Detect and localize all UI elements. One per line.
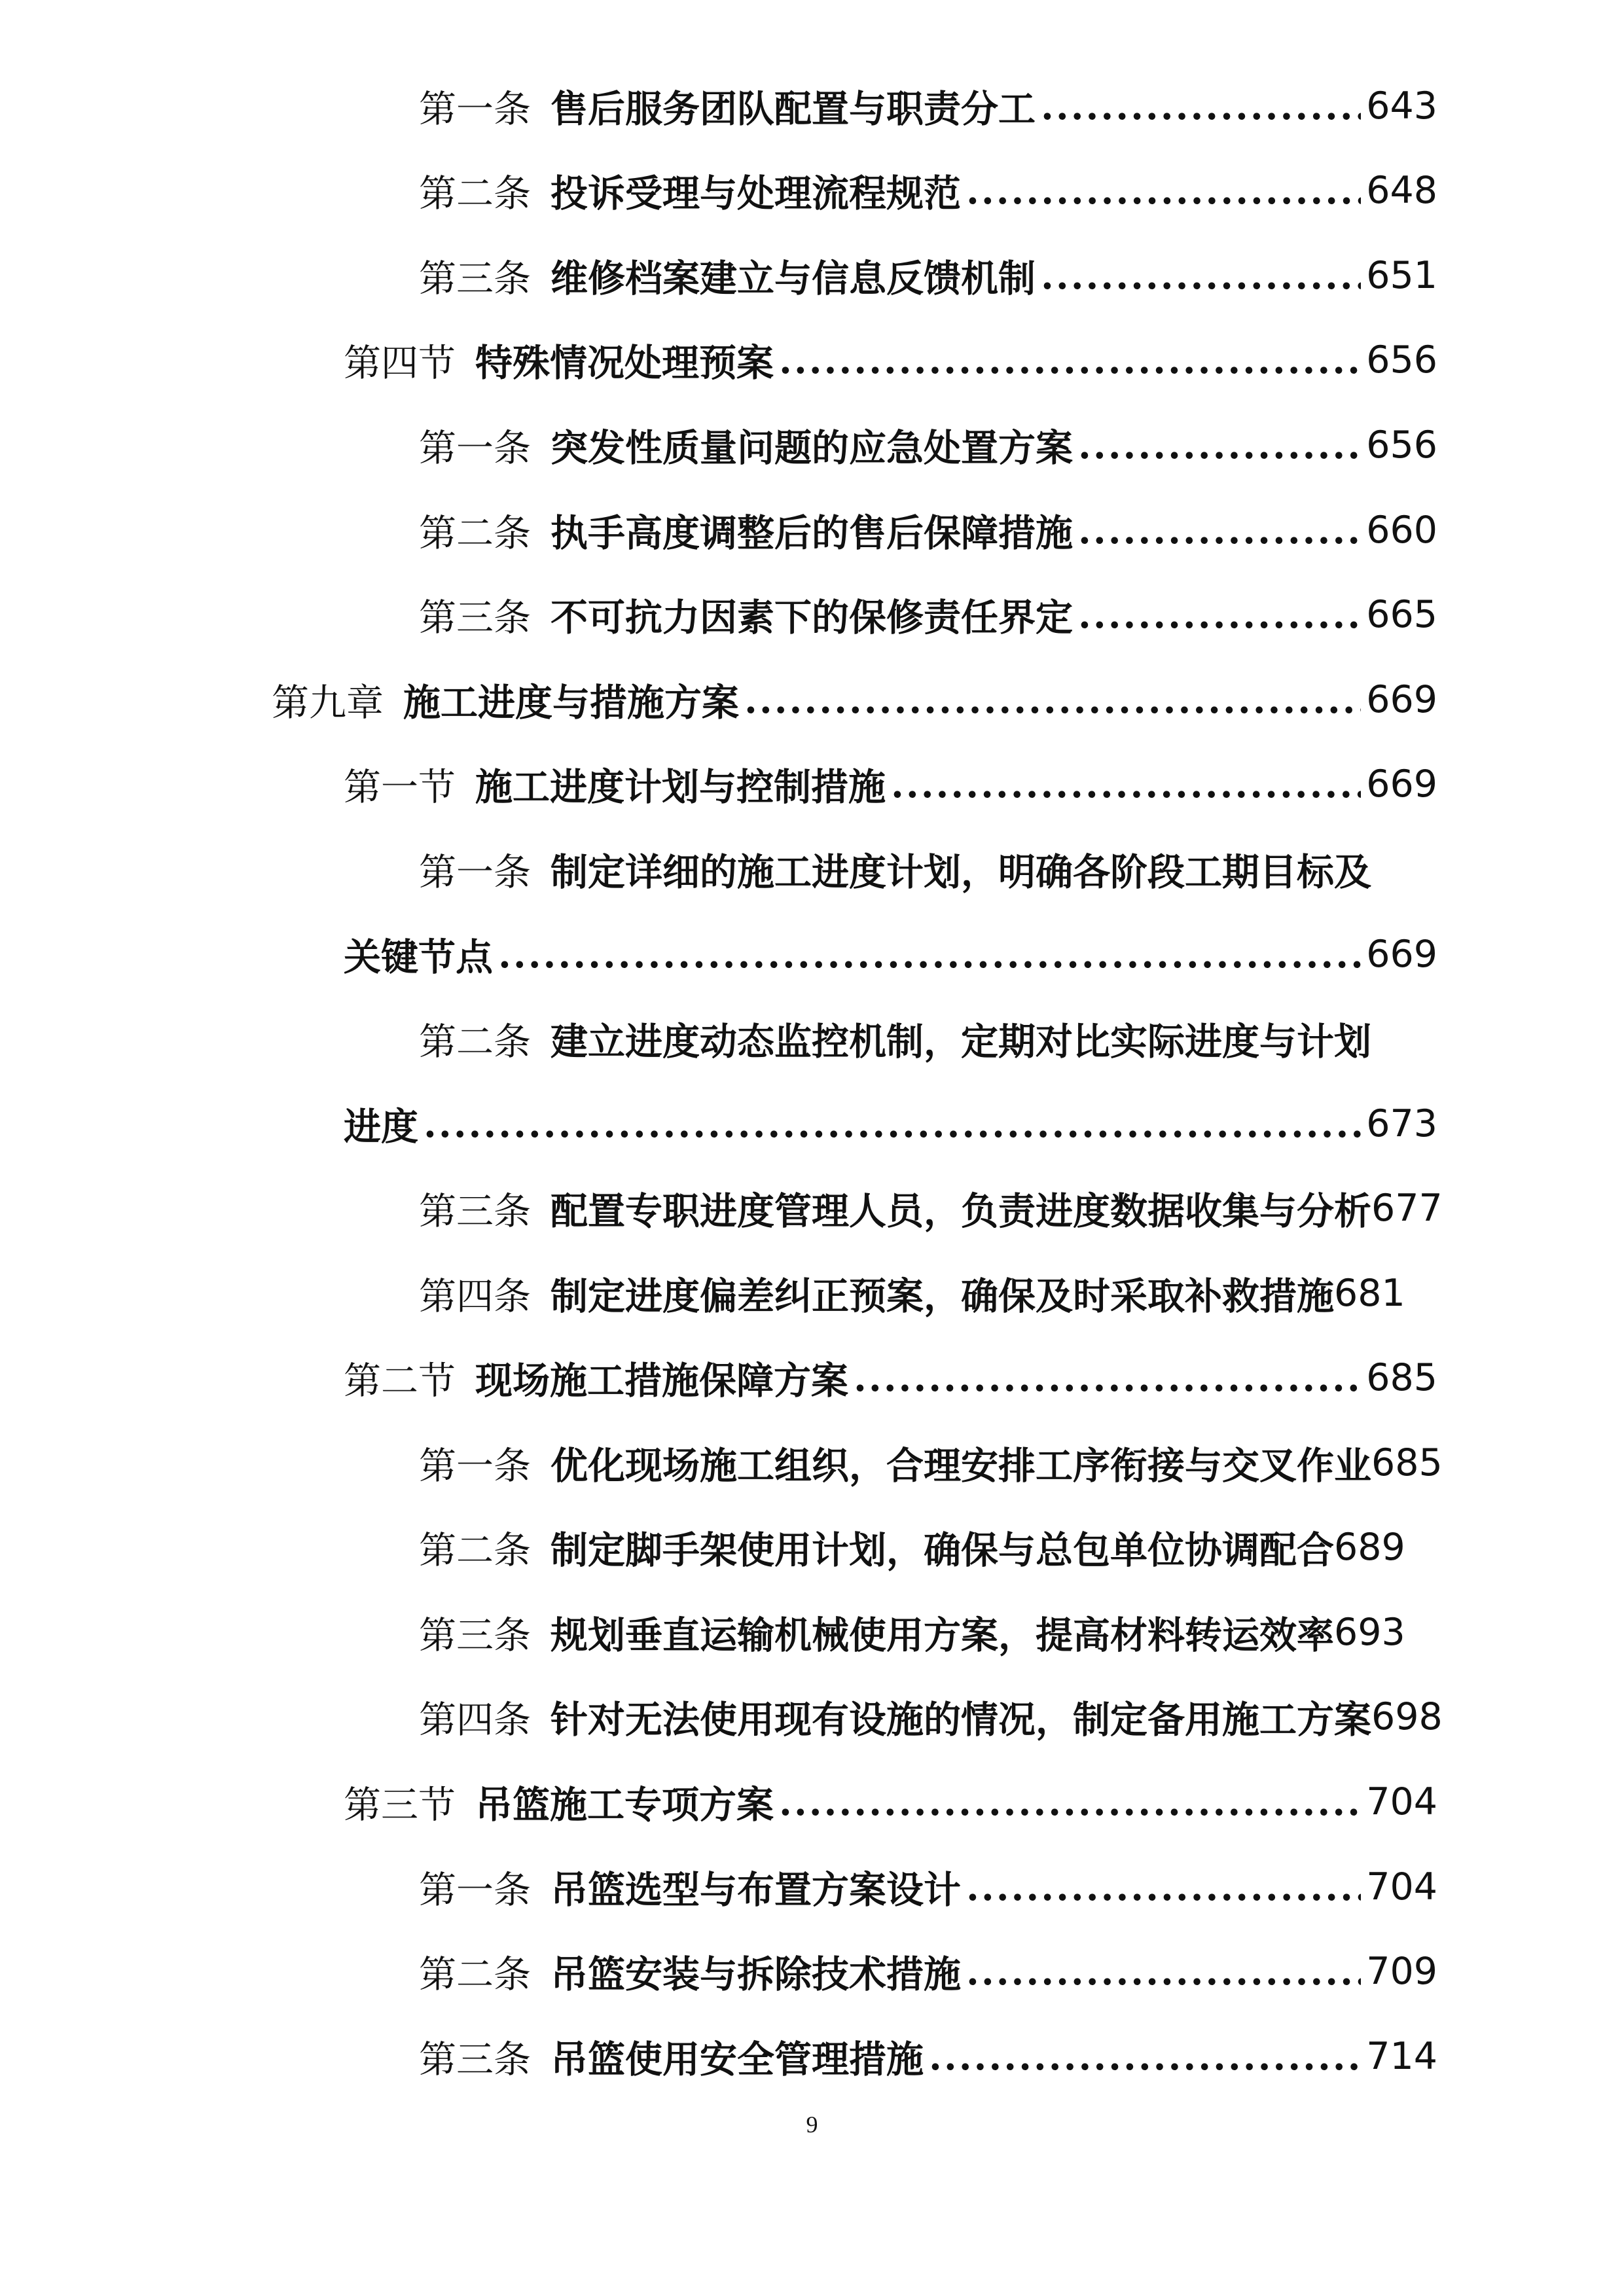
toc-entry-page: 709 [1366, 1950, 1437, 1993]
toc-entry-page: 643 [1366, 84, 1437, 128]
toc-entry-label: 第三条 [419, 1190, 531, 1233]
toc-entry[interactable] [419, 1590, 1405, 1675]
toc-entry-title: 吊篮安装与拆除技术措施 [550, 1952, 961, 1996]
toc-entry-title: 配置专职进度管理人员，负责进度数据收集与分析 [550, 1189, 1371, 1233]
toc-entry-title: 针对无法使用现有设施的情况，制定备用施工方案 [550, 1698, 1371, 1742]
toc-entry[interactable] [419, 2014, 1437, 2099]
toc-entry-title: 不可抗力因素下的保修责任界定 [550, 596, 1073, 639]
toc-entry-page: 669 [1366, 678, 1437, 721]
toc-entry-label: 第四条 [419, 1698, 531, 1742]
toc-entry-page: 669 [1366, 762, 1437, 806]
toc-entry-page: 685 [1366, 1356, 1437, 1399]
toc-entry[interactable] [419, 233, 1437, 318]
toc-entry-page: 673 [1366, 1102, 1437, 1145]
toc-entry-title: 吊篮施工专项方案 [475, 1783, 774, 1827]
toc-entry-title: 售后服务团队配置与职责分工 [550, 87, 1036, 131]
toc-entry-page: 669 [1366, 933, 1437, 976]
toc-entry-label: 第四节 [344, 342, 456, 385]
toc-entry-page: 698 [1371, 1695, 1443, 1738]
toc-entry-section[interactable] [344, 317, 1437, 403]
dot-leader [1041, 254, 1361, 298]
toc-entry-label: 第一条 [419, 851, 531, 894]
toc-entry-title: 吊篮选型与布置方案设计 [550, 1868, 961, 1912]
toc-entry-label: 第四条 [419, 1275, 531, 1318]
toc-entry-page: 665 [1366, 593, 1437, 636]
dot-leader [966, 169, 1361, 213]
toc-entry-continuation[interactable] [344, 912, 1437, 997]
dot-leader [1078, 509, 1361, 552]
toc-entry-title: 规划垂直运输机械使用方案，提高材料转运效率 [550, 1613, 1334, 1657]
page-number: 9 [806, 2111, 818, 2138]
toc-entry-label: 第三条 [419, 257, 531, 300]
dot-leader [929, 2035, 1361, 2079]
toc-entry-label: 第一条 [419, 1444, 531, 1488]
toc-entry-title: 执手高度调整后的售后保障措施 [550, 511, 1073, 555]
toc-entry-label: 第九章 [272, 681, 384, 725]
toc-entry-page: 656 [1366, 338, 1437, 382]
dot-leader [966, 1865, 1361, 1909]
toc-entry-title: 建立进度动态监控机制，定期对比实际进度与计划 [550, 1020, 1371, 1064]
toc-entry[interactable] [419, 1929, 1437, 2014]
toc-entry-page: 677 [1371, 1187, 1443, 1230]
toc-entry-title: 特殊情况处理预案 [475, 341, 774, 385]
toc-entry-label: 第二条 [419, 1020, 531, 1064]
toc-entry-section[interactable] [344, 1335, 1437, 1420]
toc-entry-title-continuation: 关键节点 [344, 935, 493, 979]
toc-entry-page: 693 [1334, 1611, 1405, 1654]
toc-entry[interactable] [419, 827, 1371, 912]
toc-entry-label: 第三条 [419, 2038, 531, 2081]
toc-entry-title: 优化现场施工组织，合理安排工序衔接与交叉作业 [550, 1444, 1371, 1488]
toc-entry[interactable] [419, 148, 1437, 233]
toc-entry-title: 突发性质量问题的应急处置方案 [550, 426, 1073, 470]
dot-leader [1041, 84, 1361, 128]
toc-entry-label: 第一条 [419, 1869, 531, 1912]
toc-entry-title: 投诉受理与处理流程规范 [550, 171, 961, 215]
toc-entry-label: 第二节 [344, 1359, 456, 1403]
toc-entry-continuation[interactable] [344, 1081, 1437, 1166]
toc-entry[interactable] [419, 1251, 1405, 1336]
toc-entry-label: 第二条 [419, 1953, 531, 1996]
toc-entry-label: 第三条 [419, 1614, 531, 1657]
dot-leader [1078, 593, 1361, 637]
toc-entry-page: 660 [1366, 509, 1437, 552]
toc-entry-title: 制定进度偏差纠正预案，确保及时采取补救措施 [550, 1274, 1334, 1318]
dot-leader [966, 1950, 1361, 1994]
toc-entry-title-continuation: 进度 [344, 1105, 418, 1149]
dot-leader [779, 338, 1361, 382]
toc-entry-label: 第一节 [344, 766, 456, 809]
dot-leader [1078, 423, 1361, 467]
toc-entry-title: 施工进度与措施方案 [403, 681, 739, 725]
toc-entry-label: 第一条 [419, 427, 531, 470]
toc-entry-title: 现场施工措施保障方案 [475, 1359, 848, 1403]
toc-entry-label: 第二条 [419, 512, 531, 555]
toc-entry-label: 第二条 [419, 1529, 531, 1572]
toc-entry[interactable] [419, 1166, 1443, 1251]
toc-entry[interactable] [419, 1674, 1443, 1759]
toc-entry-title: 吊篮使用安全管理措施 [550, 2037, 924, 2081]
toc-entry-title: 维修档案建立与信息反馈机制 [550, 257, 1036, 300]
dot-leader [891, 762, 1361, 806]
toc-entry-page: 704 [1366, 1865, 1437, 1909]
toc-entry[interactable] [419, 1844, 1437, 1929]
dot-leader [424, 1102, 1361, 1146]
toc-entry-section[interactable] [344, 1759, 1437, 1844]
toc-entry-title: 施工进度计划与控制措施 [475, 765, 886, 809]
toc-entry[interactable] [419, 403, 1437, 488]
toc-entry-chapter[interactable] [272, 657, 1437, 742]
toc-entry-section[interactable] [344, 742, 1437, 827]
toc-entry-page: 651 [1366, 254, 1437, 297]
toc-entry[interactable] [419, 488, 1437, 573]
dot-leader [779, 1780, 1361, 1824]
toc-entry-page: 656 [1366, 423, 1437, 467]
toc-entry-page: 704 [1366, 1780, 1437, 1823]
toc-entry[interactable] [419, 996, 1371, 1081]
toc-entry-label: 第三节 [344, 1784, 456, 1827]
dot-leader [498, 933, 1361, 977]
toc-entry-label: 第二条 [419, 172, 531, 215]
toc-entry-page: 685 [1371, 1441, 1443, 1484]
toc-entry-page: 648 [1366, 169, 1437, 212]
toc-entry-title: 制定详细的施工进度计划，明确各阶段工期目标及 [550, 850, 1371, 894]
dot-leader [854, 1356, 1361, 1400]
dot-leader [744, 678, 1361, 722]
toc-entry[interactable] [419, 572, 1437, 657]
toc-entry-title: 制定脚手架使用计划，确保与总包单位协调配合 [550, 1528, 1334, 1572]
toc-entry-page: 714 [1366, 2035, 1437, 2078]
toc-entry-label: 第三条 [419, 596, 531, 639]
toc-entry-page: 689 [1334, 1526, 1405, 1569]
toc-entry-label: 第一条 [419, 88, 531, 131]
toc-entry-page: 681 [1334, 1272, 1405, 1315]
toc-entry[interactable] [419, 1420, 1443, 1505]
toc-entry[interactable] [419, 1505, 1405, 1590]
toc-entry[interactable] [419, 63, 1437, 149]
